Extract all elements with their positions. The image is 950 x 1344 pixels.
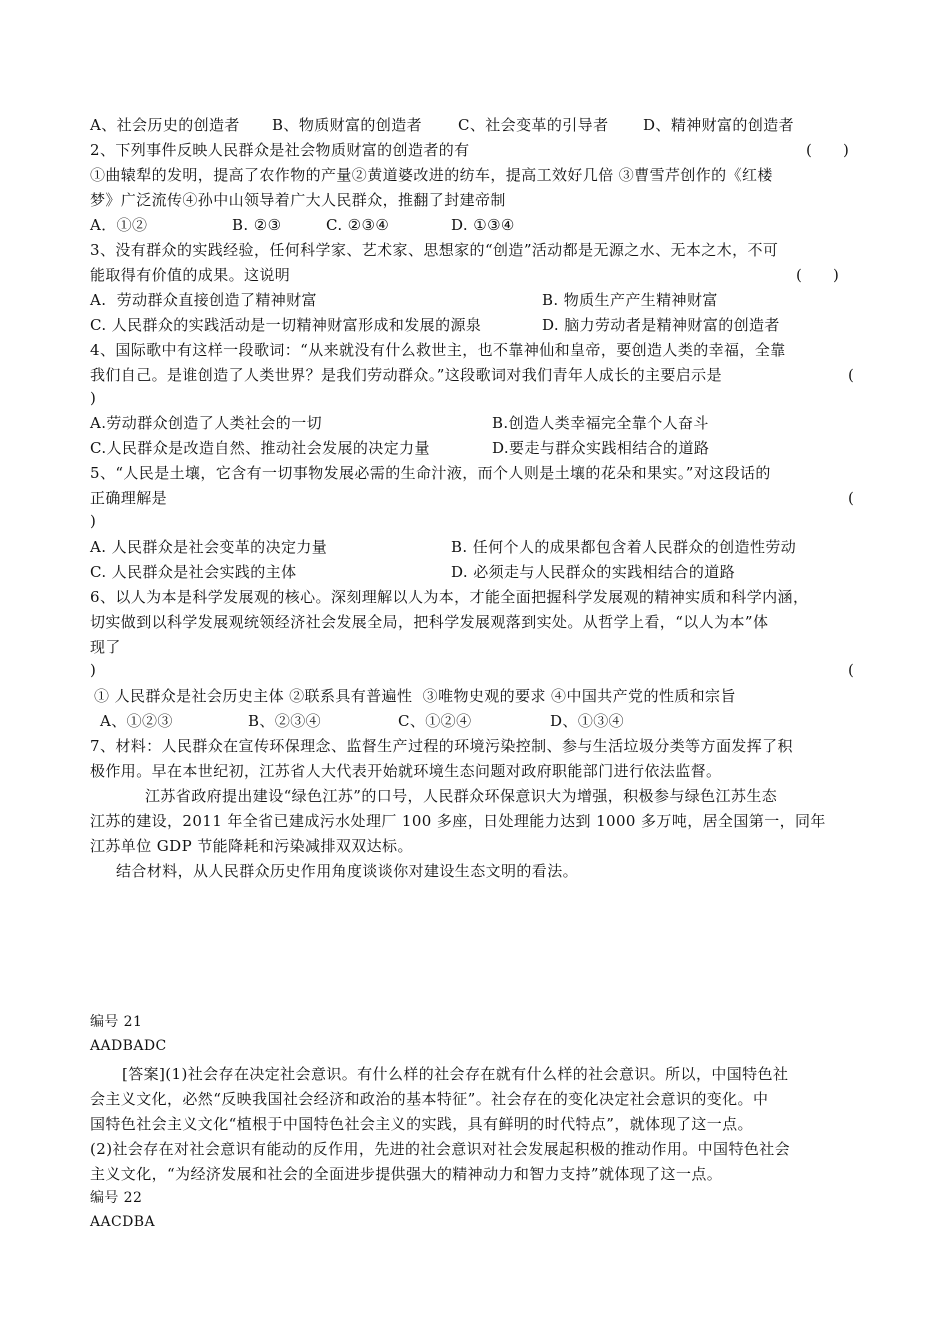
answer-21-part1-line3: 国特色社会主义文化“植根于中国特色社会主义的实践，具有鲜明的时代特点”，就体现了这一点。	[90, 1115, 753, 1133]
q2-items-line2: 梦》广泛流传④孙中山领导着广大人民群众，推翻了封建帝制	[90, 191, 506, 209]
q6-items: ① 人民群众是社会历史主体 ②联系具有普遍性 ③唯物史观的要求 ④中国共产党的性质和宗旨	[94, 687, 736, 705]
q4-option-b: B.创造人类幸福完全靠个人奋斗	[492, 414, 709, 432]
answer-21-part2-line2: 主义文化，“为经济发展和社会的全面进步提供强大的精神动力和智力支持”就体现了这一点。	[90, 1165, 723, 1183]
q6-paren-close: )	[90, 661, 97, 679]
q4-option-c: C.人民群众是改造自然、推动社会发展的决定力量	[90, 439, 430, 457]
q4-option-a: A.劳动群众创造了人类社会的一切	[90, 414, 323, 432]
q1-option-b: B、物质财富的创造者	[272, 116, 423, 134]
q5-paren-open: (	[848, 489, 855, 507]
q7-material-line1: 7、材料：人民群众在宣传环保理念、监督生产过程的环境污染控制、参与生活垃圾分类等方面发挥了积	[90, 737, 793, 755]
answer-number-22: 编号 22	[90, 1190, 143, 1206]
q3-option-b: B. 物质生产产生精神财富	[542, 291, 718, 309]
q2-option-c: C. ②③④	[326, 216, 390, 234]
q4-stem-line1: 4、国际歌中有这样一段歌词：“从来就没有什么救世主，也不靠神仙和皇帝，要创造人类的幸福，全靠	[90, 341, 786, 359]
q6-option-a: A、①②③	[100, 712, 173, 730]
q3-option-c: C. 人民群众的实践活动是一切精神财富形成和发展的源泉	[90, 316, 482, 334]
q3-answer-paren: ( )	[796, 266, 840, 284]
q1-option-a: A、社会历史的创造者	[90, 116, 240, 134]
answer-21-part1-line1: [答案](1)社会存在决定社会意识。有什么样的社会存在就有什么样的社会意识。所以，中国特色社	[122, 1065, 789, 1083]
q3-option-a: A. 劳动群众直接创造了精神财富	[90, 291, 317, 309]
q6-option-c: C、①②④	[398, 712, 472, 730]
q3-stem-line2: 能取得有价值的成果。这说明	[90, 266, 291, 284]
q4-option-d: D.要走与群众实践相结合的道路	[492, 439, 710, 457]
q7-material-line5: 江苏单位 GDP 节能降耗和污染减排双双达标。	[90, 837, 413, 855]
q5-stem-line2: 正确理解是	[90, 489, 168, 507]
answer-21-part1-line2: 会主义文化，必然“反映我国社会经济和政治的基本特征”。社会存在的变化决定社会意识的变化。中	[90, 1090, 769, 1108]
q6-option-b: B、②③④	[248, 712, 322, 730]
q7-question: 结合材料，从人民群众历史作用角度谈谈你对建设生态文明的看法。	[116, 862, 579, 880]
q4-paren-open: (	[848, 366, 855, 384]
q5-paren-close: )	[90, 512, 97, 530]
q2-items-line1: ①曲辕犁的发明，提高了农作物的产量②黄道婆改进的纺车，提高工效好几倍 ③曹雪芹创作的《红楼	[90, 166, 773, 184]
q5-option-c: C. 人民群众是社会实践的主体	[90, 563, 297, 581]
q2-answer-paren: ( )	[806, 141, 850, 159]
q4-paren-close: )	[90, 389, 97, 407]
q7-material-line3: 江苏省政府提出建设“绿色江苏”的口号，人民群众环保意识大为增强，积极参与绿色江苏生态	[145, 787, 778, 805]
q4-stem-line2: 我们自己。是谁创造了人类世界？是我们劳动群众。”这段歌词对我们青年人成长的主要启示是	[90, 366, 722, 384]
q5-option-d: D. 必须走与人民群众的实践相结合的道路	[451, 563, 736, 581]
q1-option-c: C、社会变革的引导者	[458, 116, 609, 134]
q5-option-a: A. 人民群众是社会变革的决定力量	[90, 538, 328, 556]
q7-material-line4: 江苏的建设，2011 年全省已建成污水处理厂 100 多座，日处理能力达到 1000 多万吨，居全国第一，同年	[90, 812, 826, 830]
q6-stem-line3: 现了	[90, 638, 121, 656]
q5-option-b: B. 任何个人的成果都包含着人民群众的创造性劳动	[451, 538, 797, 556]
answer-key-21: AADBADC	[90, 1038, 167, 1054]
q2-option-b: B. ②③	[232, 216, 282, 234]
q2-option-d: D. ①③④	[451, 216, 515, 234]
q3-stem-line1: 3、没有群众的实践经验，任何科学家、艺术家、思想家的“创造”活动都是无源之水、无本之木，不可	[90, 241, 779, 259]
answer-21-part2-line1: (2)社会存在对社会意识有能动的反作用，先进的社会意识对社会发展起积极的推动作用。中国特色社会	[90, 1140, 791, 1158]
q2-option-a: A．①②	[90, 216, 148, 234]
q7-material-line2: 极作用。早在本世纪初，江苏省人大代表开始就环境生态问题对政府职能部门进行依法监督。	[90, 762, 722, 780]
q6-stem-line2: 切实做到以科学发展观统领经济社会发展全局，把科学发展观落到实处。从哲学上看，“以人为本”体	[90, 613, 769, 631]
answer-key-22: AACDBA	[90, 1214, 155, 1230]
q3-option-d: D. 脑力劳动者是精神财富的创造者	[542, 316, 780, 334]
q6-option-d: D、①③④	[550, 712, 625, 730]
q1-option-d: D、精神财富的创造者	[643, 116, 795, 134]
q5-stem-line1: 5、“人民是土壤，它含有一切事物发展必需的生命汁液，而个人则是土壤的花朵和果实。”对这段话的	[90, 464, 771, 482]
q2-stem: 2、下列事件反映人民群众是社会物质财富的创造者的有	[90, 141, 470, 159]
q6-stem-line1: 6、以人为本是科学发展观的核心。深刻理解以人为本，才能全面把握科学发展观的精神实质和科学内涵，	[90, 588, 809, 606]
q6-paren-open: (	[848, 661, 855, 679]
answer-number-21: 编号 21	[90, 1014, 143, 1030]
